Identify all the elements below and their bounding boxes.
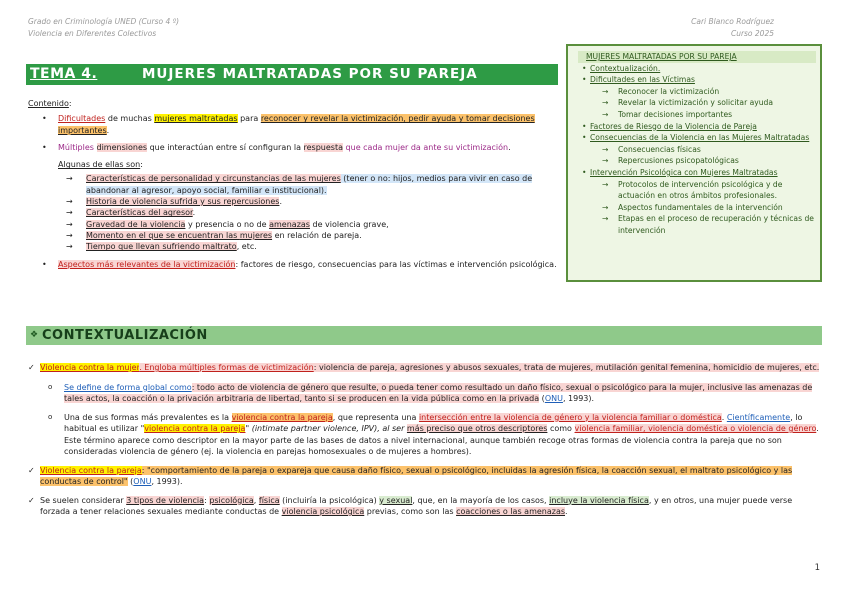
list-item: → Historia de violencia sufrida y sus repercusiones. <box>28 196 548 207</box>
contents-bullet: • Aspectos más relevantes de la victimización: factores de riesgo, consecuencias para las víctimas e intervención psicológica. <box>28 259 658 270</box>
toc-item[interactable]: • Intervención Psicológica con Mujeres Maltratadas <box>578 167 814 179</box>
toc-item[interactable]: • Factores de Riesgo de la Violencia de Pareja <box>578 121 814 133</box>
list-item: → Gravedad de la violencia y presencia o no de amenazas de violencia grave, <box>28 219 548 230</box>
toc-subitem[interactable]: → Repercusiones psicopatológicas <box>578 155 814 167</box>
contents-bullet: • Dificultades de muchas mujeres maltratadas para reconocer y revelar la victimización, pedir ayuda y tomar decisiones importantes. <box>28 113 548 136</box>
check-paragraph: ✓ Se suelen considerar 3 tipos de violencia: psicológica, física (incluiría la psicológica) y sexual, que, en la mayoría de los casos, incluye la violencia física, y en otros, una mujer puede verse forzada a tener relaciones sexuales mediante conductas de violencia psicológica previas, como son las coacciones o las amenazas. <box>28 495 822 518</box>
toc-subitem[interactable]: → Tomar decisiones importantes <box>578 109 814 121</box>
course-title: Grado en Criminología UNED (Curso 4 º) <box>28 17 180 26</box>
toc-subitem[interactable]: → Consecuencias físicas <box>578 144 814 156</box>
contents-bullet: • Múltiples dimensiones que interactúan entre sí configuran la respuesta que cada mujer da ante su victimización. <box>28 142 548 153</box>
toc-subitem[interactable]: → Protocolos de intervención psicológica y de actuación en otros ámbitos profesionales. <box>578 179 814 202</box>
topic-title: MUJERES MALTRATADAS POR SU PAREJA <box>142 66 478 82</box>
list-item: → Características de personalidad y circunstancias de las mujeres (tener o no: hijos, medios para vivir en caso de abandonar al agresor, apoyo social, familiar e institucional). <box>28 173 548 196</box>
check-paragraph: ✓ Violencia contra la pareja: "comportamiento de la pareja o expareja que causa daño físico, sexual o psicológico, incluidas la agresión física, la coacción sexual, el maltrato psicológico y las conductas de control" (ONU, 1993). <box>28 465 822 488</box>
diamond-icon: ❖ <box>30 330 39 340</box>
circle-paragraph: o Una de sus formas más prevalentes es la violencia contra la pareja, que representa una intersección entre la violencia de género y la violencia familiar o doméstica. Científicamente, lo habitual es utilizar "violencia contra la pareja" (intimate partner violence, IPV), al ser más preciso que otros descriptores como violencia familiar, violencia doméstica o violencia de género. Este término aparece como descriptor en la mayor parte de las bases de datos a nivel internacional, aunque también recoge otras formas de violencia contra la pareja que no son consideradas violencia de género (ej. la violencia en parejas homosexuales o de mujeres a hombres). <box>28 412 822 458</box>
table-of-contents <box>566 44 822 282</box>
toc-subitem[interactable]: → Revelar la victimización y solicitar ayuda <box>578 97 814 109</box>
contents-block <box>28 98 557 270</box>
contents-label: Contenido: <box>28 99 72 108</box>
list-item: → Características del agresor. <box>28 207 548 218</box>
toc-item[interactable]: • Dificultades en las Víctimas <box>578 74 814 86</box>
toc-subitem[interactable]: → Reconocer la victimización <box>578 86 814 98</box>
section-title: CONTEXTUALIZACIÓN <box>42 328 208 343</box>
context-body <box>28 362 822 518</box>
topic-title-bar <box>26 64 558 85</box>
toc-subitem[interactable]: → Etapas en el proceso de recuperación y técnicas de intervención <box>578 213 814 236</box>
toc-item[interactable]: • Consecuencias de la Violencia en las Mujeres Maltratadas <box>578 132 814 144</box>
toc-title: MUJERES MALTRATADAS POR SU PAREJA <box>578 51 816 63</box>
subject-title: Violencia en Diferentes Colectivos <box>28 29 157 38</box>
check-paragraph: ✓ Violencia contra la mujer. Engloba múltiples formas de victimización: violencia de pareja, agresiones y abusos sexuales, trata de mujeres, mutilación genital femenina, homicidio de mujeres, etc. <box>28 362 822 374</box>
section-header <box>26 326 822 345</box>
toc-item[interactable]: • Contextualización. <box>578 63 814 75</box>
list-intro: Algunas de ellas son: <box>58 160 143 170</box>
list-item: → Momento en el que se encuentran las mujeres en relación de pareja. <box>28 230 548 241</box>
topic-number: TEMA 4. <box>30 66 98 82</box>
list-item: → Tiempo que llevan sufriendo maltrato, etc. <box>28 241 548 252</box>
toc-subitem[interactable]: → Aspectos fundamentales de la intervención <box>578 202 814 214</box>
page-number: 1 <box>814 563 820 573</box>
author-name: Cari Blanco Rodríguez <box>691 17 774 26</box>
course-year: Curso 2025 <box>730 29 774 38</box>
circle-paragraph: o Se define de forma global como: todo acto de violencia de género que resulte, o pueda tener como resultado un daño físico, sexual o psicológico para la mujer, inclusive las amenazas de tales actos, la coacción o la privación arbitraria de libertad, tanto si se producen en la vida pública como en la privada (ONU, 1993). <box>28 382 822 405</box>
header-right <box>691 16 774 40</box>
header-left <box>28 16 179 40</box>
